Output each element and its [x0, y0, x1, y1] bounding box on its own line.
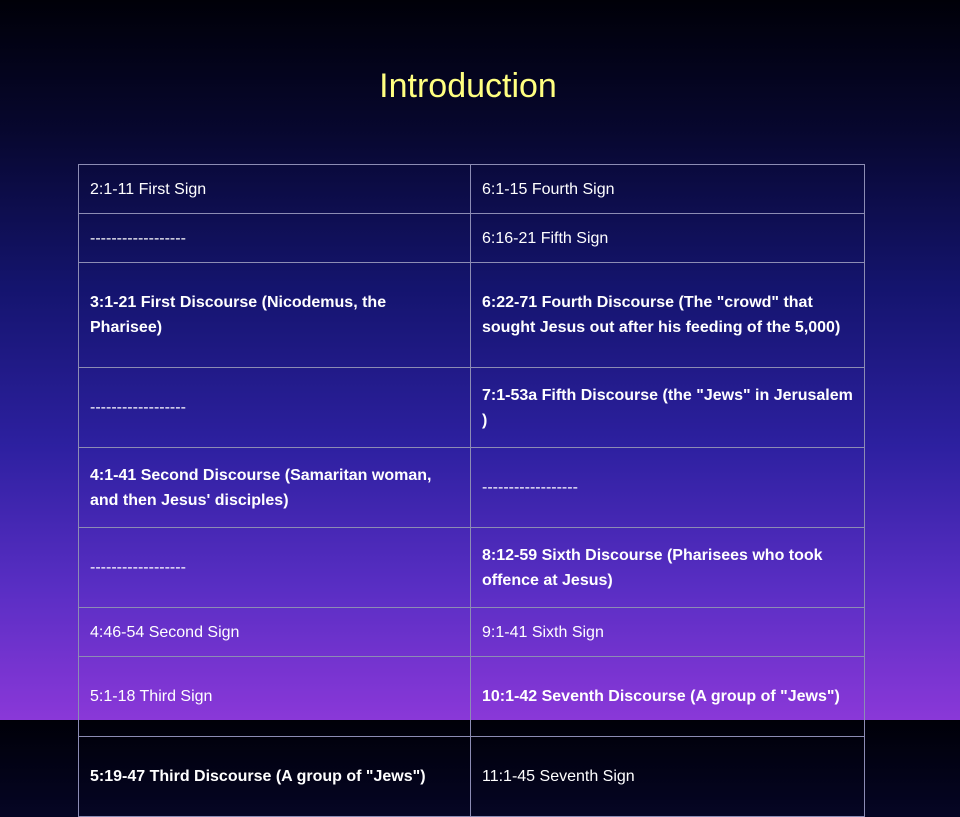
table-cell: 3:1-21 First Discourse (Nicodemus, the Pharisee)	[79, 263, 471, 368]
table-row	[79, 263, 865, 368]
table-cell: ------------------	[79, 528, 471, 608]
table-cell: 6:22-71 Fourth Discourse (The "crowd" that sought Jesus out after his feeding of the 5,000)	[471, 263, 865, 368]
table-row	[79, 608, 865, 657]
table-row	[79, 448, 865, 528]
table-row	[79, 657, 865, 737]
table-cell: 2:1-11 First Sign	[79, 165, 471, 214]
table-cell: 5:19-47 Third Discourse (A group of "Jews")	[79, 737, 471, 817]
table-cell: ------------------	[79, 368, 471, 448]
table-row	[79, 165, 865, 214]
table-cell: ------------------	[79, 214, 471, 263]
table-cell: 11:1-45 Seventh Sign	[471, 737, 865, 817]
table-row	[79, 528, 865, 608]
signs-discourses-table	[78, 164, 865, 817]
table-cell: 6:16-21 Fifth Sign	[471, 214, 865, 263]
table-cell: 7:1-53a Fifth Discourse (the "Jews" in Jerusalem )	[471, 368, 865, 448]
slide-title: Introduction	[379, 67, 557, 105]
table-cell: 9:1-41 Sixth Sign	[471, 608, 865, 657]
table-row	[79, 368, 865, 448]
table-cell: ------------------	[471, 448, 865, 528]
table-cell: 4:1-41 Second Discourse (Samaritan woman, and then Jesus' disciples)	[79, 448, 471, 528]
table-row	[79, 737, 865, 817]
table-cell: 5:1-18 Third Sign	[79, 657, 471, 737]
table-cell: 8:12-59 Sixth Discourse (Pharisees who took offence at Jesus)	[471, 528, 865, 608]
table-cell: 6:1-15 Fourth Sign	[471, 165, 865, 214]
table-cell: 4:46-54 Second Sign	[79, 608, 471, 657]
table-row	[79, 214, 865, 263]
table-cell: 10:1-42 Seventh Discourse (A group of "Jews")	[471, 657, 865, 737]
